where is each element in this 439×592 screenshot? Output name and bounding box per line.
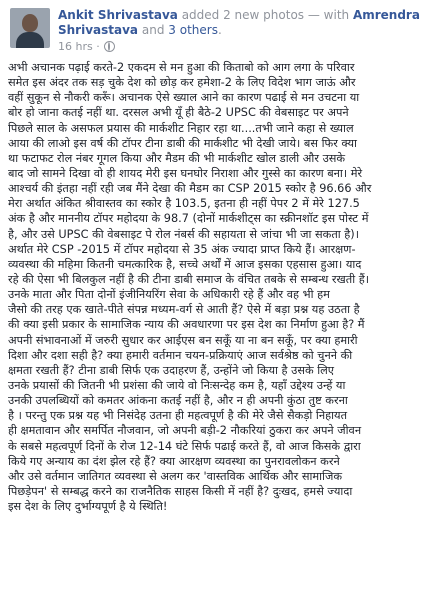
post-text-line: समेत इस अंदर तक सड़ चुके देश को छोड़ कर हमेशा-2 के लिए विदेश भाग जाऊं और bbox=[8, 76, 356, 90]
globe-icon[interactable] bbox=[104, 41, 115, 52]
post-text-line: अर्थात मेरे CSP -2015 में टॉपर महोदया से 35 अंक ज्यादा प्राप्त किये हैं। आरक्षण- bbox=[8, 242, 356, 256]
period: . bbox=[217, 23, 222, 37]
post-text-line: अभी अचानक पढ़ाई करते-2 एकदम से मन हुआ की किताबो को आग लगा के परिवार bbox=[8, 61, 355, 74]
post-text-line: पिछड़ेपन' से सम्बद्ध करने का राजनैतिक साहस किसी में नहीं है? दुःखद, हमसे ज्यादा bbox=[8, 484, 353, 498]
post-text-line: बाद जो सामने दिखा वो ही शायद मेरी इस घनघोर निराशा और गुस्से का कारण बना। मेरे bbox=[8, 166, 363, 180]
post-text-line: अपनी संभावनाओं में जरुरी सुधार कर आईएस बन सकूँ या ना बन सकूँ, पर क्या हमारी bbox=[8, 333, 358, 347]
avatar[interactable] bbox=[10, 8, 50, 48]
post-header bbox=[0, 0, 439, 56]
and-text: and bbox=[141, 23, 165, 37]
post-text-line: जैसो की तरह एक खाते-पीते संपन्न मध्यम-वर्ग से आती हैं? ऐसे में बड़ा प्रश्न यह उठता है bbox=[8, 303, 360, 317]
post-text-line: उनके प्रयासों की जितनी भी प्रशंसा की जाये वो निःसन्देह कम है, यहाँ उद्देश्य उन्हें या bbox=[8, 378, 346, 392]
post-text-line: आया की लाओ इस वर्ष की टॉपर टीना डाबी की मार्कशीट भी देखी जाये। बस फिर क्या bbox=[8, 136, 357, 150]
post-text-line: व्यवस्था की महिमा कितनी चमत्कारिक है, सच्चे अर्थों में आज इसका एहसास हुआ। याद bbox=[8, 257, 362, 271]
post-text-line: उनकी उपलब्धियों को कमतर आंकना कतई नहीं है, और न ही अपनी कुंठा तुष्ट करना bbox=[8, 394, 348, 408]
post-text-line: उनके माता और पिता दोनों इंजीनियरिंग सेवा के अधिकारी रहे हैं और वह भी हम bbox=[8, 288, 330, 302]
post-text-line: दिशा और दशा सही है? क्या हमारी वर्तमान चयन-प्रक्रियाएं आज सर्वश्रेष्ठ को चुनने की bbox=[8, 348, 353, 362]
tagged-user[interactable]: Amrendra Shrivastava bbox=[58, 8, 420, 37]
post-text-line: है । परन्तु एक प्रश्न यह भी निसंदेह उतना ही महत्वपूर्ण है की मेरे जैसे सैकड़ो निहायत bbox=[8, 409, 348, 423]
post-text-line: किये गए अन्याय का दंश झेल रहे हैं? क्या आरक्षण व्यवस्था का पुनरावलोकन करने bbox=[8, 454, 340, 468]
post-text-line: आश्चर्य की इंतहा नहीं रही जब मैंने देखा की मैडम का CSP 2015 स्कोर है 96.66 और bbox=[8, 182, 372, 196]
post-text-line: था फटाफट रोल नंबर गूगल किया और मैडम की भी मार्कशीट खोल डाली और उसके bbox=[8, 151, 346, 165]
post-text-line: क्षमता रखती हैं? टीना डाबी सिर्फ एक उदाहरण हैं, उन्होंने जो किया है उसके लिए bbox=[8, 363, 335, 377]
post-text-line: के सबसे महत्वपूर्ण दिनों के रोज 12-14 घंटे सिर्फ पढाई करते हैं, वो आज किसके द्वारा bbox=[8, 439, 361, 453]
post-text-line: मेरा अर्थात अंकित श्रीवास्तव का स्कोर है 103.5, इतना ही नहीं पेपर 2 में मेरे 127.5 bbox=[8, 197, 360, 211]
post-text-line: ही क्षमतावान और समर्पित नौजवान, जो अपनी बड़ी-2 नौकरियां ठुकरा कर अपने जीवन bbox=[8, 424, 362, 438]
post-meta bbox=[58, 40, 115, 53]
post-headline bbox=[58, 8, 428, 38]
others-link[interactable]: 3 others bbox=[168, 23, 218, 37]
action-text: added 2 new photos — with bbox=[181, 8, 350, 22]
avatar-head-shape bbox=[22, 14, 38, 32]
post-text bbox=[8, 60, 434, 514]
post-text-line: की क्या इसी प्रकार के सामाजिक न्याय की अवधारणा पर इस देश का निर्माण हुआ है? मैं bbox=[8, 318, 365, 332]
post-text-line: इस देश के लिए दुर्भाग्यपूर्ण है ये स्थिति! bbox=[8, 500, 168, 514]
timestamp[interactable]: 16 hrs · bbox=[58, 40, 100, 53]
post-text-line: बोर हो जाना कतई नहीं था. दरसल अभी यूँ ही बैठे-2 UPSC की वेबसाइट पर अपने bbox=[8, 106, 349, 120]
author-name[interactable]: Ankit Shrivastava bbox=[58, 8, 178, 22]
post-text-line: वहीं सुकून से नौकरी करूँ। अचानक ऐसे ख्याल आने का कारण पढाई से मन उचटना या bbox=[8, 91, 360, 105]
post-text-line: रहे की ऐसा भी बिलकुल नहीं है की टीना डाबी समाज के वंचित तबके से सम्बन्ध रखती हैं। bbox=[8, 272, 370, 286]
post-text-line: अंक है और माननीय टॉपर महोदया के 98.7 (दोनों मार्कशीट्स का स्क्रीनशॉट इस पोस्ट में bbox=[8, 212, 369, 226]
avatar-torso-shape bbox=[16, 32, 44, 48]
post-text-line: पिछले साल के असफल प्रयास की मार्कशीट निहार रहा था....तभी जाने कहा से ख्याल bbox=[8, 121, 354, 135]
post-text-line: है, और उसे UPSC की वेबसाइट पे रोल नंबर्स की सहायता से जांचा भी जा सकता है)। bbox=[8, 227, 359, 241]
post-text-line: और उसे वर्तमान जातिगत व्यवस्था से अलग कर 'वास्तविक आर्थिक और सामाजिक bbox=[8, 469, 343, 483]
